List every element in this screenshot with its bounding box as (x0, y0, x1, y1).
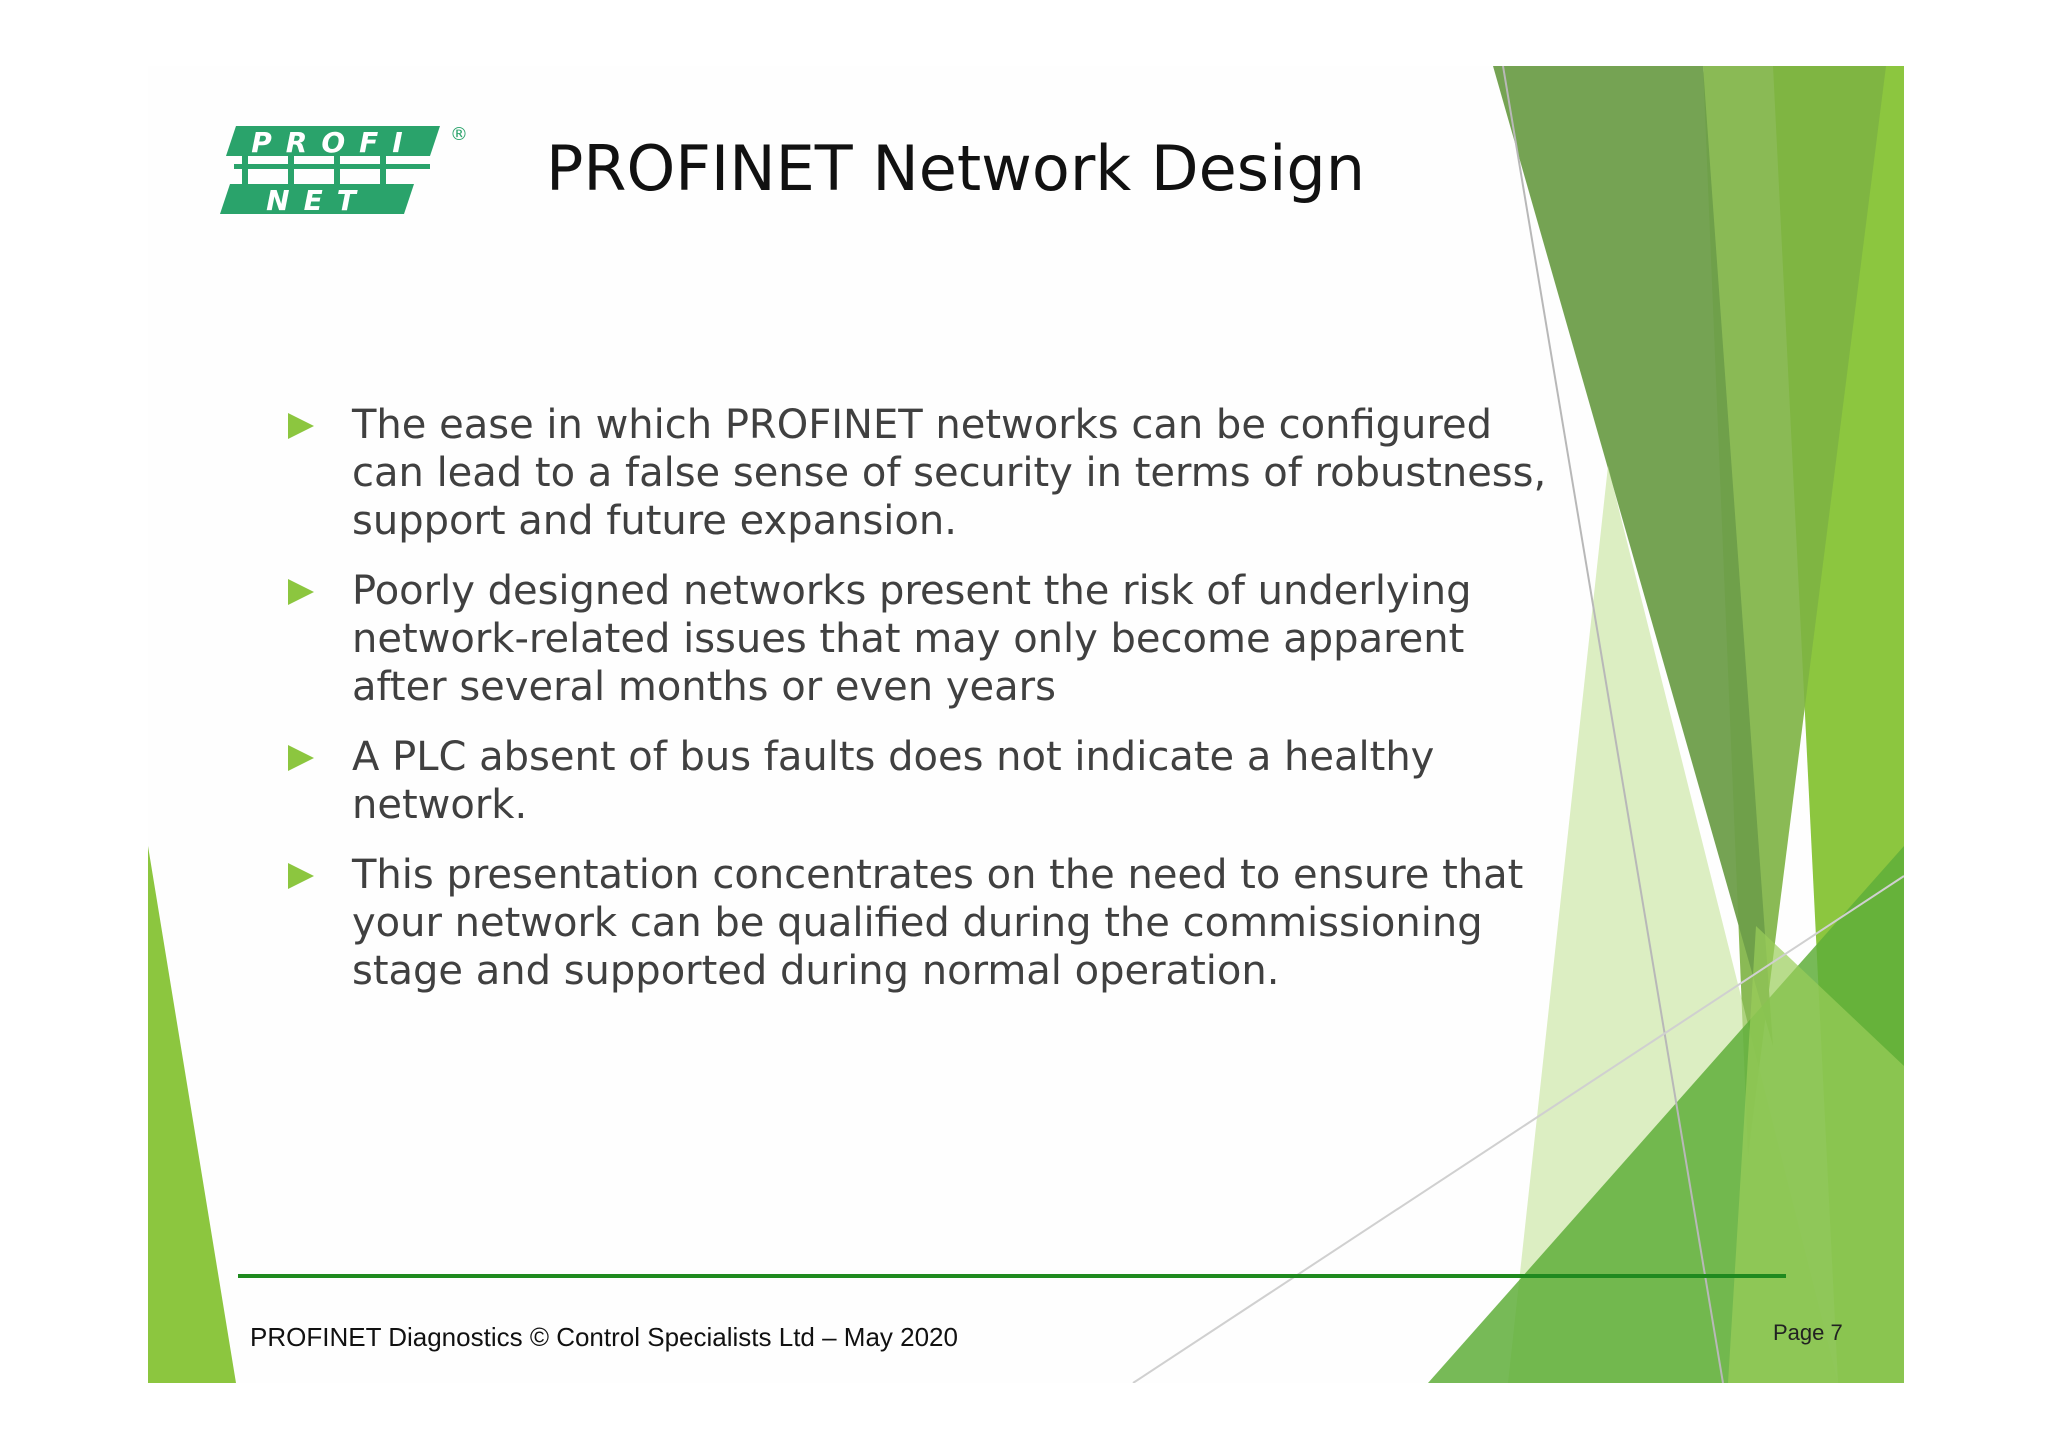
triangle-bullet-icon (288, 745, 314, 771)
footer-text: PROFINET Diagnostics © Control Specialists Ltd – May 2020 (250, 1322, 958, 1352)
profinet-logo (218, 116, 468, 226)
footer-divider (238, 1274, 1786, 1278)
triangle-bullet-icon (288, 863, 314, 889)
bullet-item (288, 401, 1708, 545)
page-number: Page 7 (1773, 1320, 1843, 1345)
triangle-bullet-icon (288, 579, 314, 605)
bullet-text: This presentation concentrates on the need to ensure that your network can be qualified during the commissioning stage and supported during normal operation. (352, 852, 1524, 994)
bullet-text: A PLC absent of bus faults does not indicate a healthy network. (352, 734, 1435, 828)
bullet-item (288, 567, 1708, 711)
bullet-list (288, 401, 1708, 1017)
slide-title: PROFINET Network Design (546, 132, 1365, 205)
logo-bottom-text: NET (266, 184, 370, 217)
slide (148, 66, 1904, 1383)
logo-top-text: PROFI (251, 126, 417, 159)
left-green-sliver (148, 846, 236, 1383)
bullet-item (288, 733, 1708, 829)
logo-registered-mark: ® (450, 124, 468, 145)
triangle-bullet-icon (288, 413, 314, 439)
bullet-text: The ease in which PROFINET networks can be configured can lead to a false sense of security in terms of robustness, support and future expansion. (352, 402, 1547, 544)
bullet-text: Poorly designed networks present the risk of underlying network-related issues that may only become apparent after several months or even years (352, 568, 1472, 710)
bullet-item (288, 851, 1708, 995)
